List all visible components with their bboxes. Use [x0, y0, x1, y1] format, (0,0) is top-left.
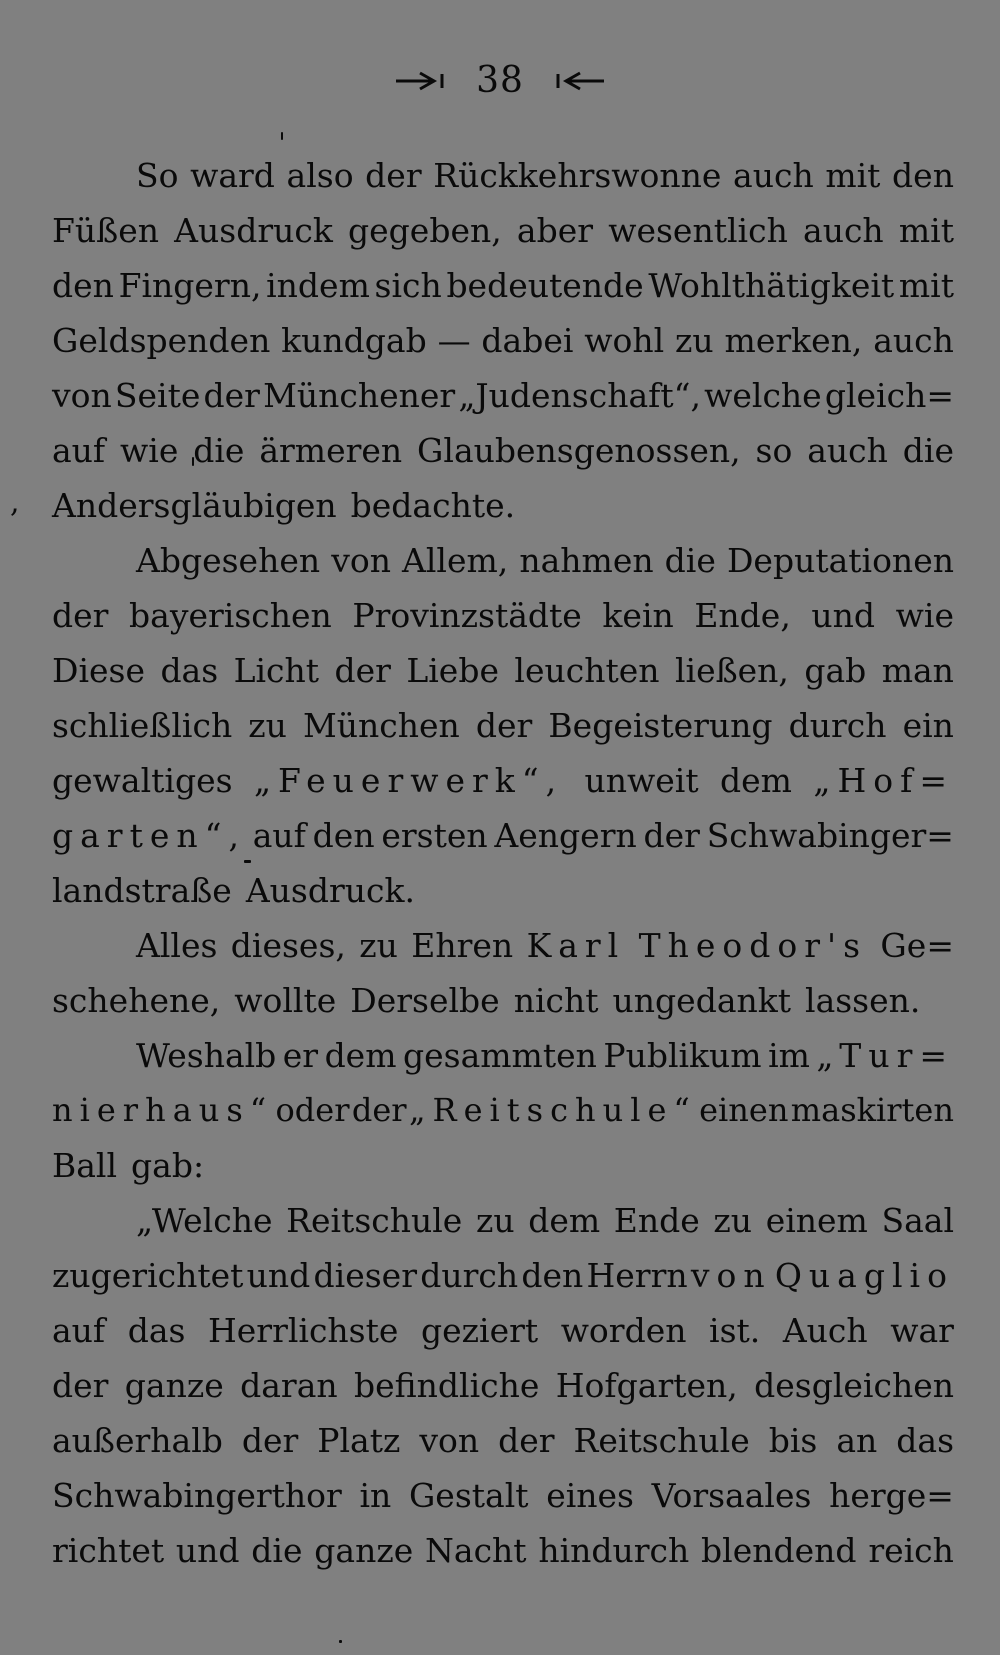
word: Reitschule — [573, 1421, 750, 1460]
text-line — [52, 203, 954, 258]
word: Auch — [782, 1311, 868, 1350]
text-line — [52, 918, 954, 973]
text-line — [52, 643, 954, 698]
word: Glaubensgenossen, — [417, 431, 741, 470]
word: maskirten — [790, 1091, 954, 1129]
word: Deputationen — [726, 541, 954, 580]
page-header — [0, 56, 1000, 106]
word: das — [896, 1421, 954, 1460]
word: München — [303, 706, 460, 745]
word: auch — [733, 156, 814, 195]
word: Ende — [613, 1201, 700, 1240]
word: gesammten — [402, 1036, 597, 1075]
word: zugerichtet — [52, 1256, 244, 1295]
word: den — [52, 266, 114, 305]
word: sich — [374, 266, 442, 305]
word: Diese — [52, 651, 146, 690]
word: „Welche — [136, 1201, 273, 1240]
word: wohl — [584, 321, 665, 360]
word: So — [136, 156, 179, 195]
text-line — [52, 1413, 954, 1468]
word: befindliche — [354, 1366, 540, 1405]
word: bayerischen — [129, 596, 332, 635]
word: auf — [52, 431, 106, 470]
word: er — [282, 1036, 319, 1075]
word: den — [892, 156, 954, 195]
word: Liebe — [406, 651, 499, 690]
text-line — [52, 1083, 954, 1138]
word: zu — [675, 321, 714, 360]
word: ließen, — [674, 651, 789, 690]
word: nahmen — [519, 541, 654, 580]
word: dieses, — [230, 926, 346, 965]
word: mit — [898, 266, 954, 305]
word: auf — [252, 816, 306, 855]
word: geziert — [420, 1311, 539, 1350]
word: kein — [602, 596, 674, 635]
word: Andersgläubigen — [52, 486, 337, 525]
word: Ball — [52, 1146, 118, 1185]
word: durch — [788, 706, 887, 745]
word: außerhalb — [52, 1421, 223, 1460]
word: Ge= — [880, 926, 954, 965]
word: Abgesehen — [136, 541, 321, 580]
word: auf — [52, 1311, 106, 1350]
word: indem — [266, 266, 370, 305]
word: einem — [765, 1201, 868, 1240]
word: auch — [803, 211, 884, 250]
word: zu — [359, 926, 398, 965]
word: wesentlich — [608, 211, 788, 250]
word: Saal — [881, 1201, 954, 1240]
word: das — [160, 651, 219, 690]
word: von — [52, 376, 112, 415]
text-line — [52, 1248, 954, 1303]
word: der — [475, 706, 533, 745]
word: dabei — [481, 321, 574, 360]
text-line — [52, 533, 954, 588]
word: Ende, — [694, 596, 791, 635]
text-line — [52, 753, 954, 808]
word: Fingern, — [118, 266, 262, 305]
word: ward — [190, 156, 275, 195]
word: Gestalt — [408, 1476, 529, 1515]
word: herge= — [829, 1476, 954, 1515]
text-line — [52, 148, 954, 203]
text-line — [52, 588, 954, 643]
word: auch — [807, 431, 888, 470]
word: auch — [873, 321, 954, 360]
page-number: 38 — [476, 60, 524, 101]
word: schließlich — [52, 706, 233, 745]
word: Ehren — [411, 926, 514, 965]
text-line — [52, 1468, 954, 1523]
word: „Hof= — [813, 761, 954, 800]
word: der — [365, 156, 422, 195]
word: „Feuerwerk“, — [253, 761, 564, 800]
text-line — [52, 808, 954, 863]
word: garten“, — [52, 816, 246, 855]
word: Provinzstädte — [352, 596, 582, 635]
text-line — [52, 1028, 954, 1083]
word: gegeben, — [348, 211, 502, 250]
word: den — [521, 1256, 584, 1295]
word: Vorsaales — [651, 1476, 812, 1515]
text-line — [52, 368, 954, 423]
word: blendend — [701, 1531, 857, 1570]
word: ein — [902, 706, 954, 745]
word: welche — [704, 376, 822, 415]
word: Karl — [526, 926, 626, 965]
word: Platz — [317, 1421, 401, 1460]
word: Schwabingerthor — [52, 1476, 342, 1515]
word: die — [193, 431, 245, 470]
body-text — [52, 148, 954, 1578]
word: lassen. — [805, 981, 921, 1020]
word: bedachte. — [350, 486, 516, 525]
ink-speck — [281, 132, 283, 140]
word: Herrn — [586, 1256, 688, 1295]
word: Schwabinger= — [706, 816, 954, 855]
word: unweit — [584, 761, 699, 800]
text-line — [52, 973, 954, 1028]
word: Ausdruck. — [245, 871, 415, 910]
word: wie — [120, 431, 179, 470]
word: im — [768, 1036, 810, 1075]
word: ungedankt — [612, 981, 792, 1020]
word: gewaltiges — [52, 761, 233, 800]
word: ganze — [314, 1531, 414, 1570]
word: Derselbe — [350, 981, 500, 1020]
word: nicht — [513, 981, 599, 1020]
word: der — [351, 1091, 407, 1129]
word: Publikum — [603, 1036, 762, 1075]
word: aber — [516, 211, 594, 250]
word: Allem, — [402, 541, 509, 580]
word: so — [755, 431, 793, 470]
word: merken, — [724, 321, 863, 360]
word: Nacht — [425, 1531, 527, 1570]
text-line — [52, 1303, 954, 1358]
word: hindurch — [538, 1531, 690, 1570]
word: „Judenschaft“, — [458, 376, 701, 415]
word: der — [498, 1421, 555, 1460]
word: wollte — [234, 981, 337, 1020]
word: Geldspenden — [52, 321, 271, 360]
word: gab — [804, 651, 867, 690]
margin-comma-mark: , — [10, 485, 20, 520]
word: zu — [475, 1201, 515, 1240]
word: war — [890, 1311, 954, 1350]
word: die — [251, 1531, 303, 1570]
text-line — [52, 863, 954, 918]
word: Hofgarten, — [555, 1366, 738, 1405]
word: gleich= — [824, 376, 954, 415]
word: der — [241, 1421, 299, 1460]
word: landstraße — [52, 871, 232, 910]
word: von — [419, 1421, 480, 1460]
word: der — [52, 1366, 109, 1405]
word: Ausdruck — [174, 211, 333, 250]
word: und — [246, 1256, 311, 1295]
word: man — [881, 651, 954, 690]
word: Quaglio — [774, 1256, 954, 1295]
word: mit — [898, 211, 954, 250]
word: bis — [768, 1421, 818, 1460]
text-line — [52, 423, 954, 478]
word: Rückkehrswonne — [433, 156, 722, 195]
text-line — [52, 1358, 954, 1413]
word: Herrlichste — [207, 1311, 399, 1350]
word: daran — [240, 1366, 338, 1405]
word: Licht — [233, 651, 320, 690]
word: ersten — [381, 816, 488, 855]
word: Wohlthätigkeit — [648, 266, 895, 305]
word: — — [437, 321, 471, 360]
word: und — [811, 596, 876, 635]
word: „Reitschule“ — [408, 1091, 697, 1129]
word: die — [664, 541, 716, 580]
word: die — [902, 431, 954, 470]
word: desgleichen — [754, 1366, 954, 1405]
word: schehene, — [52, 981, 221, 1020]
word: Seite — [114, 376, 201, 415]
word: dieser — [313, 1256, 417, 1295]
word: mit — [825, 156, 881, 195]
word: der — [203, 376, 260, 415]
word: gab: — [131, 1146, 205, 1185]
word: dem — [324, 1036, 397, 1075]
word: an — [836, 1421, 878, 1460]
word: nierhaus“ — [52, 1091, 274, 1129]
word: reich — [868, 1531, 954, 1570]
word: Weshalb — [136, 1036, 277, 1075]
word: in — [359, 1476, 392, 1515]
word: Alles — [136, 926, 218, 965]
word: also — [286, 156, 354, 195]
word: durch — [420, 1256, 519, 1295]
word: Theodor's — [638, 926, 868, 965]
word: einen — [699, 1091, 789, 1129]
word: Reitschule — [286, 1201, 463, 1240]
word: von — [690, 1256, 772, 1295]
word: der — [52, 596, 109, 635]
word: dem — [528, 1201, 601, 1240]
text-line — [52, 1193, 954, 1248]
word: zu — [713, 1201, 753, 1240]
word: ist. — [709, 1311, 761, 1350]
word: ärmeren — [259, 431, 403, 470]
word: eines — [546, 1476, 634, 1515]
word: Füßen — [52, 211, 159, 250]
text-line — [52, 258, 954, 313]
word: zu — [248, 706, 287, 745]
text-line — [52, 1138, 954, 1193]
word: Aengern — [494, 816, 637, 855]
word: kundgab — [281, 321, 427, 360]
word: der — [334, 651, 391, 690]
word: und — [175, 1531, 240, 1570]
word: wie — [895, 596, 954, 635]
word: dem — [720, 761, 792, 800]
word: oder — [275, 1091, 350, 1129]
ink-speck — [339, 1640, 342, 1643]
text-line — [52, 698, 954, 753]
word: ganze — [124, 1366, 224, 1405]
word: von — [331, 541, 391, 580]
word: der — [643, 816, 700, 855]
word: das — [127, 1311, 186, 1350]
text-line — [52, 1523, 954, 1578]
word: worden — [560, 1311, 687, 1350]
word: leuchten — [514, 651, 660, 690]
ornament-right-icon — [550, 70, 606, 92]
text-line — [52, 478, 954, 533]
text-line — [52, 313, 954, 368]
word: den — [312, 816, 375, 855]
word: Münchener — [263, 376, 456, 415]
word: richtet — [52, 1531, 165, 1570]
word: bedeutende — [446, 266, 644, 305]
word: Begeisterung — [548, 706, 773, 745]
ornament-left-icon — [394, 70, 450, 92]
word: „Tur= — [816, 1036, 954, 1075]
